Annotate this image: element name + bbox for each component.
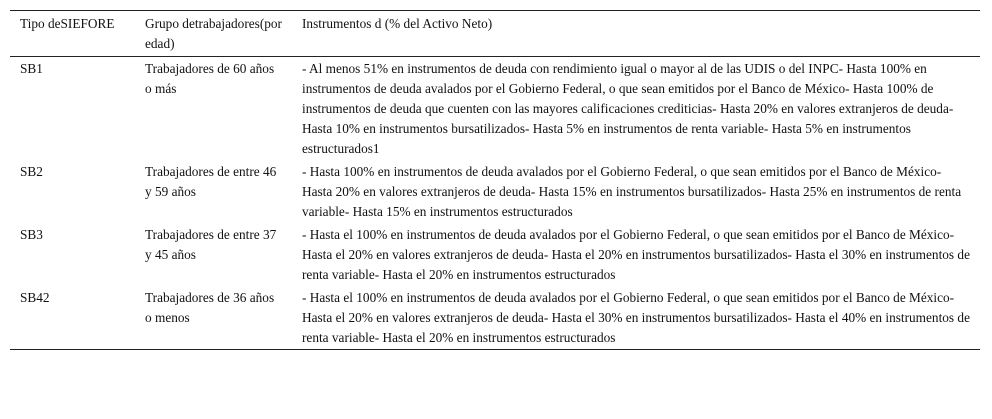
header-grupo: Grupo detrabajadores(por edad) [145, 16, 282, 51]
siefore-table [10, 10, 980, 350]
cell-tipo: SB2 [20, 164, 43, 179]
cell-grupo: Trabajadores de entre 37 y 45 años [145, 227, 277, 262]
cell-instrumentos: - Hasta 100% en instrumentos de deuda avalados por el Gobierno Federal, o que sean emitidos por el Banco de México- Hasta 20% en valores extranjeros de deuda- Hasta 15% en instrumentos bursatilizados- Hasta 25% en instrumentos de renta variable- Hasta 15% en instrumentos estructurados [302, 164, 962, 219]
cell-instrumentos: - Hasta el 100% en instrumentos de deuda avalados por el Gobierno Federal, o que sean emitidos por el Banco de México- Hasta el 20% en valores extranjeros de deuda- Hasta el 20% en instrumentos bursatilizados- Hasta el 30% en instrumentos de renta variable- Hasta el 20% en instrumentos estructurados [302, 227, 970, 282]
header-instrumentos: Instrumentos d (% del Activo Neto) [302, 16, 493, 31]
table-row [10, 286, 980, 350]
cell-tipo: SB42 [20, 290, 50, 305]
table-row [10, 223, 980, 286]
header-tipo: Tipo deSIEFORE [20, 16, 115, 31]
table-body [10, 57, 980, 350]
cell-grupo: Trabajadores de entre 46 y 59 años [145, 164, 277, 199]
table-header [10, 11, 980, 57]
table-row [10, 160, 980, 223]
siefore-table-container [10, 10, 980, 350]
cell-grupo: Trabajadores de 60 años o más [145, 61, 275, 96]
table-row [10, 57, 980, 161]
cell-instrumentos: - Al menos 51% en instrumentos de deuda con rendimiento igual o mayor al de las UDIS o del INPC- Hasta 100% en instrumentos de deuda avalados por el Gobierno Federal, o que sean emitidos por el Banco de México- Hasta 100% de instrumentos de deuda que cuenten con las mayores calificaciones crediticias- Hasta 20% en valores extranjeros de deuda- Hasta 10% en instrumentos bursatilizados- Hasta 5% en instrumentos de renta variable- Hasta 5% en instrumentos estructurados1 [302, 61, 954, 156]
cell-instrumentos: - Hasta el 100% en instrumentos de deuda avalados por el Gobierno Federal, o que sean emitidos por el Banco de México- Hasta el 20% en valores extranjeros de deuda- Hasta el 30% en instrumentos bursatilizados- Hasta el 40% en instrumentos de renta variable- Hasta el 20% en instrumentos estructurados [302, 290, 970, 345]
cell-grupo: Trabajadores de 36 años o menos [145, 290, 275, 325]
cell-tipo: SB1 [20, 61, 43, 76]
cell-tipo: SB3 [20, 227, 43, 242]
header-row [10, 11, 980, 57]
